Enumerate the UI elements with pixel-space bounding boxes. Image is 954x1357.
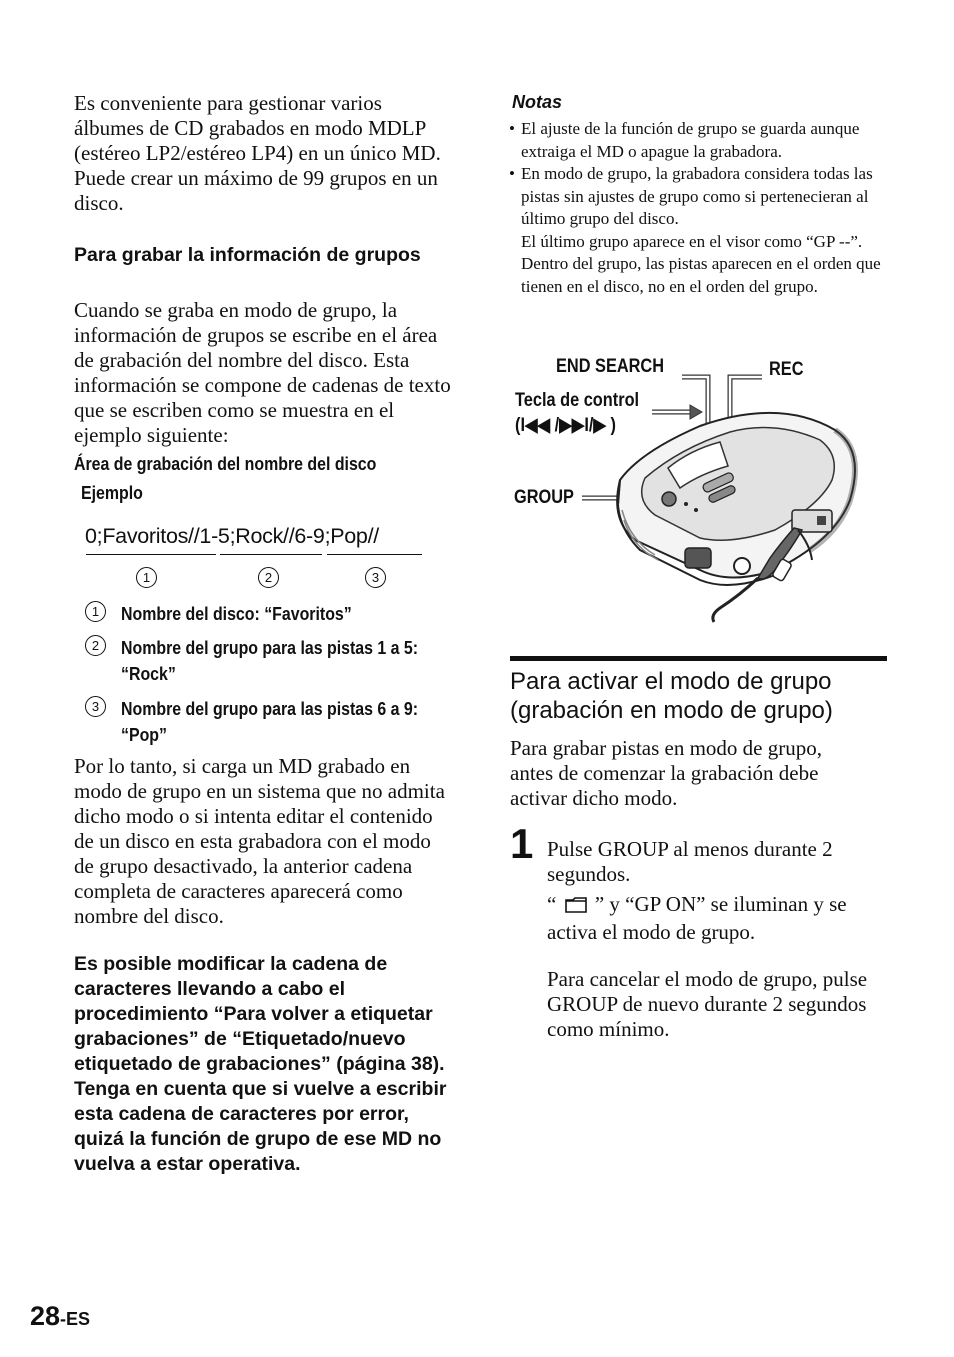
note-item-2 xyxy=(509,163,889,298)
md-recorder-illustration xyxy=(580,370,870,630)
example-underline-1 xyxy=(86,554,216,555)
example-underline-3 xyxy=(327,554,422,555)
step-detail xyxy=(547,892,877,945)
section-heading-group-info: Para grabar la información de grupos xyxy=(74,244,421,266)
legend-item-3-line-2: “Pop” xyxy=(121,724,167,745)
notes-title: Notas xyxy=(512,92,563,112)
label-group: GROUP xyxy=(514,487,574,508)
legend-item-3-line-1: Nombre del grupo para las pistas 6 a 9: xyxy=(121,698,419,719)
note-2-extra-text: El último grupo aparece en el visor como “GP --”. Dentro del grupo, las pistas aparecen en el orden que tienen en el disco, no en el orden del grupo. xyxy=(521,231,881,296)
step-text: Pulse GROUP al menos durante 2 segundos. xyxy=(547,837,833,886)
legend-item-2 xyxy=(121,635,418,687)
note-item-1 xyxy=(509,118,889,163)
step-cancel: Para cancelar el modo de grupo, pulse GROUP de nuevo durante 2 segundos como mínimo. xyxy=(547,967,868,1041)
marker-3: 3 xyxy=(365,567,386,588)
example-label: Ejemplo xyxy=(81,482,143,503)
page-number-suffix: -ES xyxy=(60,1309,91,1329)
note-2-text: En modo de grupo, la grabadora considera todas las pistas sin ajustes de grupo como si pertenecieran al último grupo del disco. xyxy=(521,164,873,228)
note-1-text: El ajuste de la función de grupo se guarda aunque extraiga el MD o apague la grabadora. xyxy=(521,119,860,161)
intro-paragraph: Es conveniente para gestionar varios álbumes de CD grabados en modo MDLP (estéreo LP2/estéreo LP4) en un único MD. Puede crear un máximo de 99 grupos en un disco. xyxy=(74,91,441,215)
page-number-value: 28 xyxy=(30,1301,61,1331)
folder-icon xyxy=(564,895,588,920)
group-button xyxy=(662,492,676,506)
page-number xyxy=(30,1301,90,1332)
section-intro: Para grabar pistas en modo de grupo, antes de comenzar la grabación debe activar dicho modo. xyxy=(510,736,822,810)
step-detail-text: ” y “GP ON” se iluminan y se activa el modo de grupo. xyxy=(547,892,847,944)
example-segment-3: 6-9;Pop// xyxy=(294,524,379,548)
bullet-icon: • xyxy=(509,164,515,183)
section-title: Para activar el modo de grupo (grabación en modo de grupo) xyxy=(510,668,833,724)
label-control-key: Tecla de control xyxy=(515,390,640,411)
legend-marker-3: 3 xyxy=(85,696,106,717)
label-control-symbols: (I◀◀ /▶▶I/▶ ) xyxy=(515,415,616,436)
warning-paragraph: Es posible modificar la cadena de caracteres llevando a cabo el procedimiento “Para volver a etiquetar grabaciones” de “Etiquetado/nuevo etiquetado de grabaciones” (página 38). Tenga en cuenta que si vuelve a escribir esta cadena de caracteres por error, quizá la función de grupo de ese MD no vuelva a estar operativa. xyxy=(74,953,447,1175)
notes-list xyxy=(509,118,889,298)
example-string xyxy=(85,524,379,549)
compatibility-paragraph: Por lo tanto, si carga un MD grabado en modo de grupo en un sistema que no admita dicho modo o si intenta editar el contenido de un disco en esta grabadora con el modo de grupo desactivado, la anterior cadena completa de caracteres aparecerá como nombre del disco. xyxy=(74,754,445,928)
example-segment-2: 1-5;Rock// xyxy=(199,524,295,548)
section-rule xyxy=(510,656,887,661)
legend-item-2-line-2: “Rock” xyxy=(121,663,176,684)
bullet-icon: • xyxy=(509,119,515,138)
label-end-search: END SEARCH xyxy=(556,356,665,377)
legend-item-2-line-1: Nombre del grupo para las pistas 1 a 5: xyxy=(121,637,419,658)
example-segment-1: 0;Favoritos// xyxy=(85,524,200,548)
group-info-paragraph: Cuando se graba en modo de grupo, la información de grupos se escribe en el área de grabación del nombre del disco. Esta información se compone de cadenas de texto que se escriben como se muestra en el ejemplo siguiente: xyxy=(74,298,451,447)
label-rec: REC xyxy=(769,359,804,380)
step-number: 1 xyxy=(510,820,534,867)
step-detail-open-quote: “ xyxy=(547,892,557,916)
legend-marker-1: 1 xyxy=(85,601,106,622)
legend-item-1 xyxy=(121,601,352,627)
marker-2: 2 xyxy=(258,567,279,588)
legend-marker-2: 2 xyxy=(85,635,106,656)
example-underline-2 xyxy=(220,554,322,555)
legend-item-3 xyxy=(121,696,418,748)
area-label: Área de grabación del nombre del disco xyxy=(74,453,377,474)
marker-1: 1 xyxy=(136,567,157,588)
legend-item-1-line-1: Nombre del disco: “Favoritos” xyxy=(121,603,352,624)
